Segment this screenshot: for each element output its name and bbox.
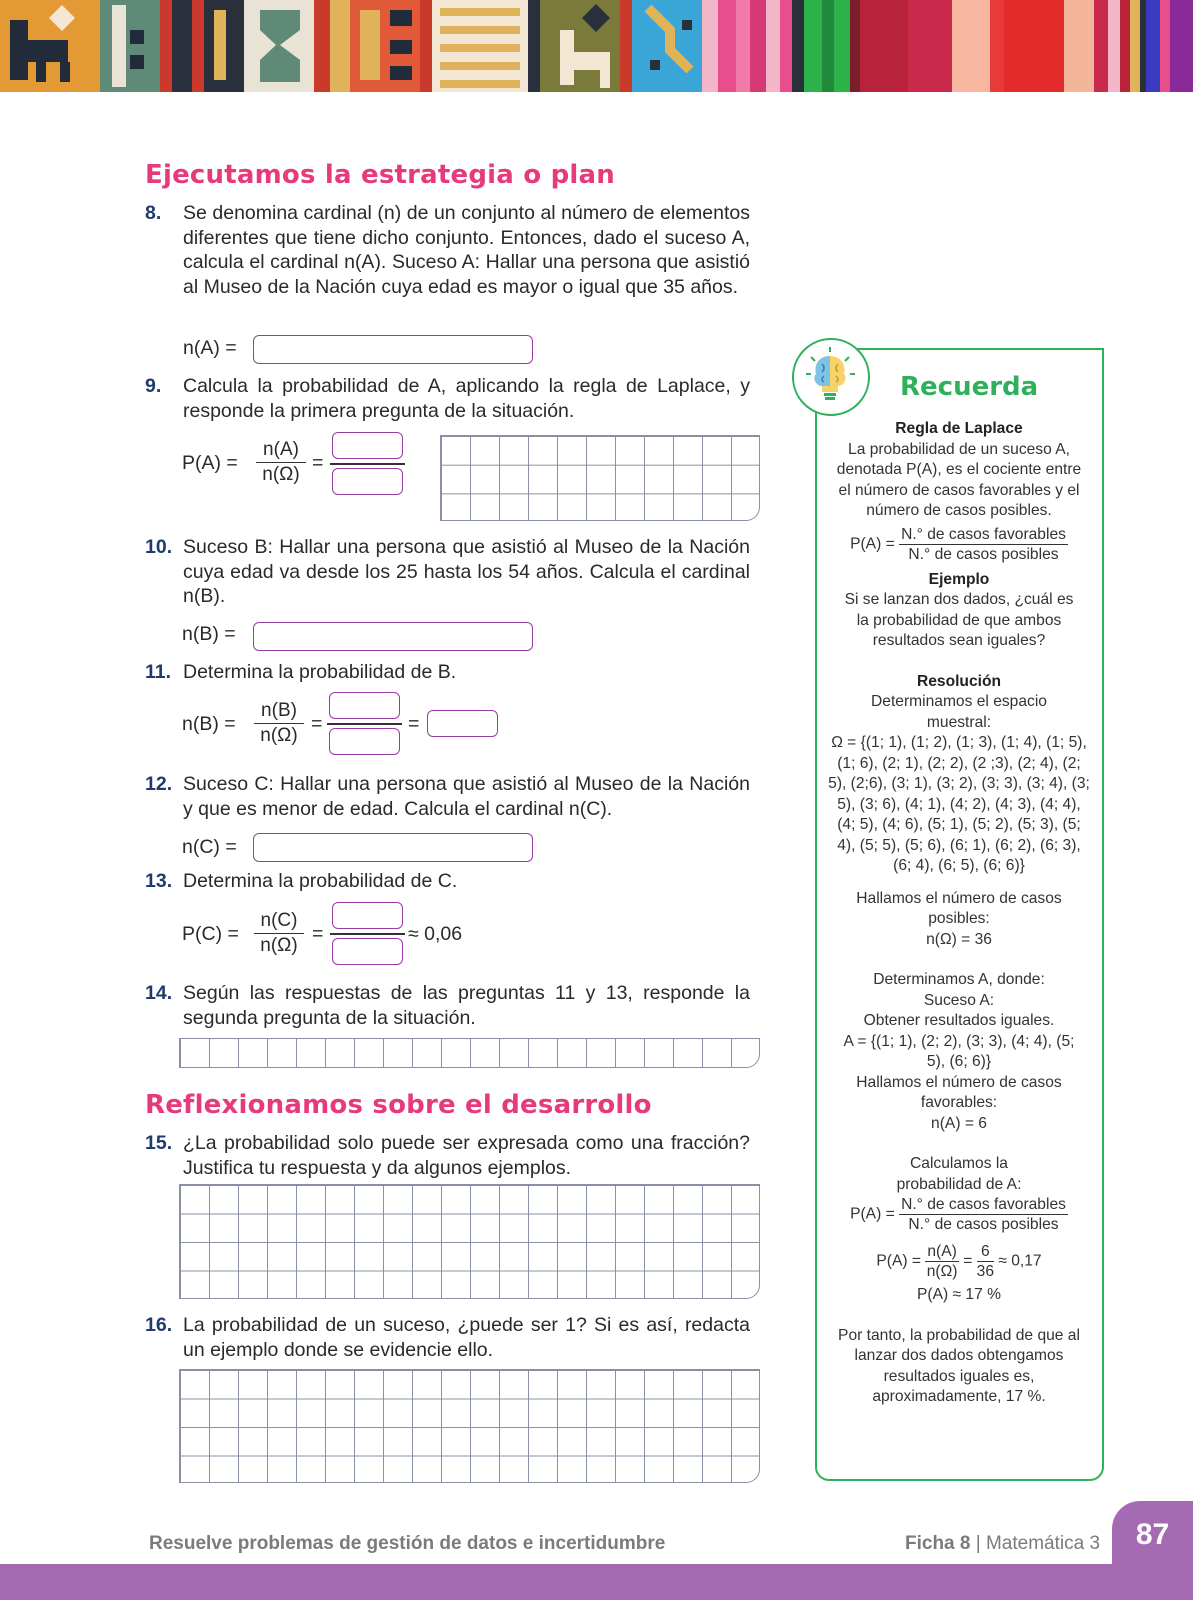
footer-separator: | (975, 1533, 981, 1554)
footer-bar (0, 1564, 1193, 1600)
PC-approx-value: ≈ 0,06 (408, 923, 463, 945)
nA-answer-box[interactable] (253, 335, 533, 364)
question-15 (145, 1131, 750, 1180)
nA-label: n(A) = (183, 337, 237, 359)
question-8 (145, 201, 750, 299)
question-text: Suceso C: Hallar una persona que asistió al Museo de la Nación y que es menor de edad. Calcula el cardinal n(C). (183, 773, 750, 820)
question-number: 12. (145, 773, 173, 795)
PA-label: P(A) = (182, 452, 238, 474)
question-text: Según las respuestas de las preguntas 11 y 13, responde la segunda pregunta de la situación. (183, 982, 750, 1029)
conclusion-text: Por tanto, la probabilidad de que al lanzar dos dados obtengamos resultados iguales es, aproximadamente, 17 %. (838, 1326, 1080, 1405)
section-title-reflexionamos: Reflexionamos sobre el desarrollo (145, 1090, 652, 1120)
fraction-bar (327, 723, 402, 725)
fraction-numerator: n(A) (256, 439, 306, 463)
nB-answer-box[interactable] (253, 622, 533, 651)
answer-grid-q14[interactable] (179, 1038, 760, 1068)
question-11 (145, 660, 750, 685)
PA-denominator-box[interactable] (332, 468, 403, 495)
PB-denominator-box[interactable] (329, 728, 400, 755)
section-title-ejecutamos: Ejecutamos la estrategia o plan (145, 160, 615, 190)
PA-numerator-box[interactable] (332, 432, 403, 459)
question-9 (145, 374, 750, 423)
nC-answer-box[interactable] (253, 833, 533, 862)
equals-sign: = (408, 713, 420, 735)
posibles-text: Hallamos el número de casos posibles: (856, 889, 1062, 927)
formula-denominator: N.° de casos posibles (908, 545, 1059, 563)
equals-sign: = (312, 452, 324, 474)
ejemplo-text: Si se lanzan dos dados, ¿cuál es la probabilidad de que ambos resultados sean iguales? (844, 591, 1074, 649)
question-number: 10. (145, 536, 173, 558)
nC-label: n(C) = (182, 836, 237, 858)
fraction-denominator: n(Ω) (260, 725, 298, 746)
fraction-numerator: n(C) (254, 910, 304, 934)
question-13 (145, 869, 750, 894)
calc-6: 6 (977, 1242, 994, 1262)
calc-result (826, 1242, 1092, 1281)
question-number: 9. (145, 375, 162, 397)
favorables-text: Hallamos el número de casos favorables: (856, 1073, 1062, 1111)
n-omega: n(Ω) = 36 (926, 930, 992, 948)
pct-result: P(A) ≈ 17 % (917, 1286, 1001, 1303)
PC-fraction (254, 910, 304, 957)
suceso-a: Suceso A: (923, 991, 995, 1009)
formula-fraction (899, 1195, 1068, 1234)
question-text: Se denomina cardinal (n) de un conjunto al número de elementos diferentes que tiene dicho conjunto. Entonces, dado el suceso A, calcula el cardinal n(A). Suceso A: Hallar una persona que asistió al Museo de la Nación cuya edad es mayor o igual que 35 años. (183, 202, 750, 298)
answer-grid-q16[interactable] (179, 1369, 760, 1483)
calc-lhs: P(A) = (876, 1252, 922, 1270)
equals-sign: = (312, 923, 324, 945)
recuerda-title: Recuerda (900, 372, 1039, 402)
laplace-formula (826, 525, 1092, 564)
resolucion-title: Resolución (916, 672, 1002, 690)
formula-fraction (899, 525, 1068, 564)
question-number: 16. (145, 1314, 173, 1336)
PB-fraction (254, 700, 304, 747)
determinamos-a: Determinamos A, donde: (873, 971, 1045, 988)
calc-fraction (925, 1242, 958, 1281)
calc-numerator: n(A) (927, 1243, 957, 1260)
obtener-text: Obtener resultados iguales. (863, 1012, 1055, 1029)
fraction-denominator: n(Ω) (262, 464, 300, 485)
calc-value-fraction (977, 1242, 994, 1281)
PB-result-box[interactable] (427, 710, 498, 737)
question-number: 13. (145, 870, 173, 892)
formula-numerator: N.° de casos favorables (901, 525, 1066, 543)
laplace-section (826, 419, 1092, 1408)
question-14 (145, 981, 750, 1030)
footer-topic: Resuelve problemas de gestión de datos e incertidumbre (149, 1533, 666, 1554)
fraction-bar (330, 933, 405, 935)
calc-approx: ≈ 0,17 (998, 1252, 1042, 1270)
calc-36: 36 (976, 1263, 994, 1280)
PC-denominator-box[interactable] (332, 938, 403, 965)
ejemplo-title: Ejemplo (928, 570, 990, 588)
question-number: 15. (145, 1132, 173, 1154)
question-text: Suceso B: Hallar una persona que asistió al Museo de la Nación cuya edad va desde los 25 hasta los 54 años. Calcula el cardinal n(B). (183, 536, 750, 607)
PB-numerator-box[interactable] (329, 692, 400, 719)
a-set: A = {(1; 1), (2; 2), (3; 3), (4; 4), (5; 5), (6; 6)} (843, 1032, 1075, 1070)
page-number: 87 (1135, 1518, 1170, 1551)
laplace-text: La probabilidad de un suceso A, denotada P(A), es el cociente entre el número de casos favorables y el número de casos posibles. (836, 440, 1082, 519)
formula-denominator: N.° de casos posibles (908, 1216, 1059, 1233)
PC-numerator-box[interactable] (332, 902, 403, 929)
question-number: 14. (145, 982, 173, 1004)
omega-set: Ω = {(1; 1), (1; 2), (1; 3), (1; 4), (1; 5), (1; 6), (2; 1), (2; 2), (2 ;3), (2; 4), (2; 5), (2;6), (3; 1), (3; 2), (3; 3), (3; 4), (3; 5), (3; 6), (4; 1), (4; 2), (4; 3), (4; 4), (4; 5), (4; 6), (5; 1), (5; 2), (5; 3), (5; 4), (5; 5), (5; 6), (6; 1), (6; 2), (6; 3), (6; 4), (6; 5), (6; 6)} (828, 734, 1090, 874)
question-text: ¿La probabilidad solo puede ser expresada como una fracción? Justifica tu respuesta y da algunos ejemplos. (183, 1132, 750, 1179)
answer-grid-q9[interactable] (440, 435, 760, 521)
calc-formula (826, 1195, 1092, 1234)
question-text: Calcula la probabilidad de A, aplicando la regla de Laplace, y responde la primera pregunta de la situación. (183, 375, 750, 422)
calc-equals: = (963, 1252, 973, 1270)
calc-denominator: n(Ω) (926, 1263, 958, 1280)
nB-label: n(B) = (182, 623, 236, 645)
PA-fraction (256, 439, 306, 486)
question-number: 8. (145, 202, 162, 224)
footer-subject: Matemática 3 (985, 1533, 1101, 1554)
decorative-textile-banner (0, 0, 1193, 92)
answer-grid-q15[interactable] (179, 1184, 760, 1299)
fraction-denominator: n(Ω) (260, 935, 298, 956)
question-text: Determina la probabilidad de C. (183, 870, 458, 892)
n-a: n(A) = 6 (931, 1114, 987, 1132)
fraction-bar (330, 463, 405, 465)
espacio-text: Determinamos el espacio muestral: (871, 693, 1047, 731)
question-16 (145, 1313, 750, 1362)
fraction-numerator: n(B) (254, 700, 304, 724)
formula-lhs: P(A) = (850, 1205, 895, 1223)
laplace-title: Regla de Laplace (895, 420, 1023, 437)
footer-ficha-label: Ficha 8 (905, 1533, 971, 1554)
question-number: 11. (145, 661, 172, 683)
brain-lightbulb-icon (792, 338, 870, 416)
formula-lhs: P(A) = (850, 534, 895, 552)
question-text: La probabilidad de un suceso, ¿puede ser 1? Si es así, redacta un ejemplo donde se evidencie ello. (183, 1314, 750, 1361)
question-text: Determina la probabilidad de B. (183, 661, 457, 683)
PB-label: n(B) = (182, 713, 236, 735)
formula-numerator: N.° de casos favorables (901, 1196, 1066, 1213)
question-12 (145, 772, 750, 821)
footer-ficha (905, 1533, 1100, 1555)
PC-label: P(C) = (182, 923, 239, 945)
equals-sign: = (311, 713, 323, 735)
question-10 (145, 535, 750, 609)
calculamos-text: Calculamos la probabilidad de A: (896, 1155, 1022, 1193)
